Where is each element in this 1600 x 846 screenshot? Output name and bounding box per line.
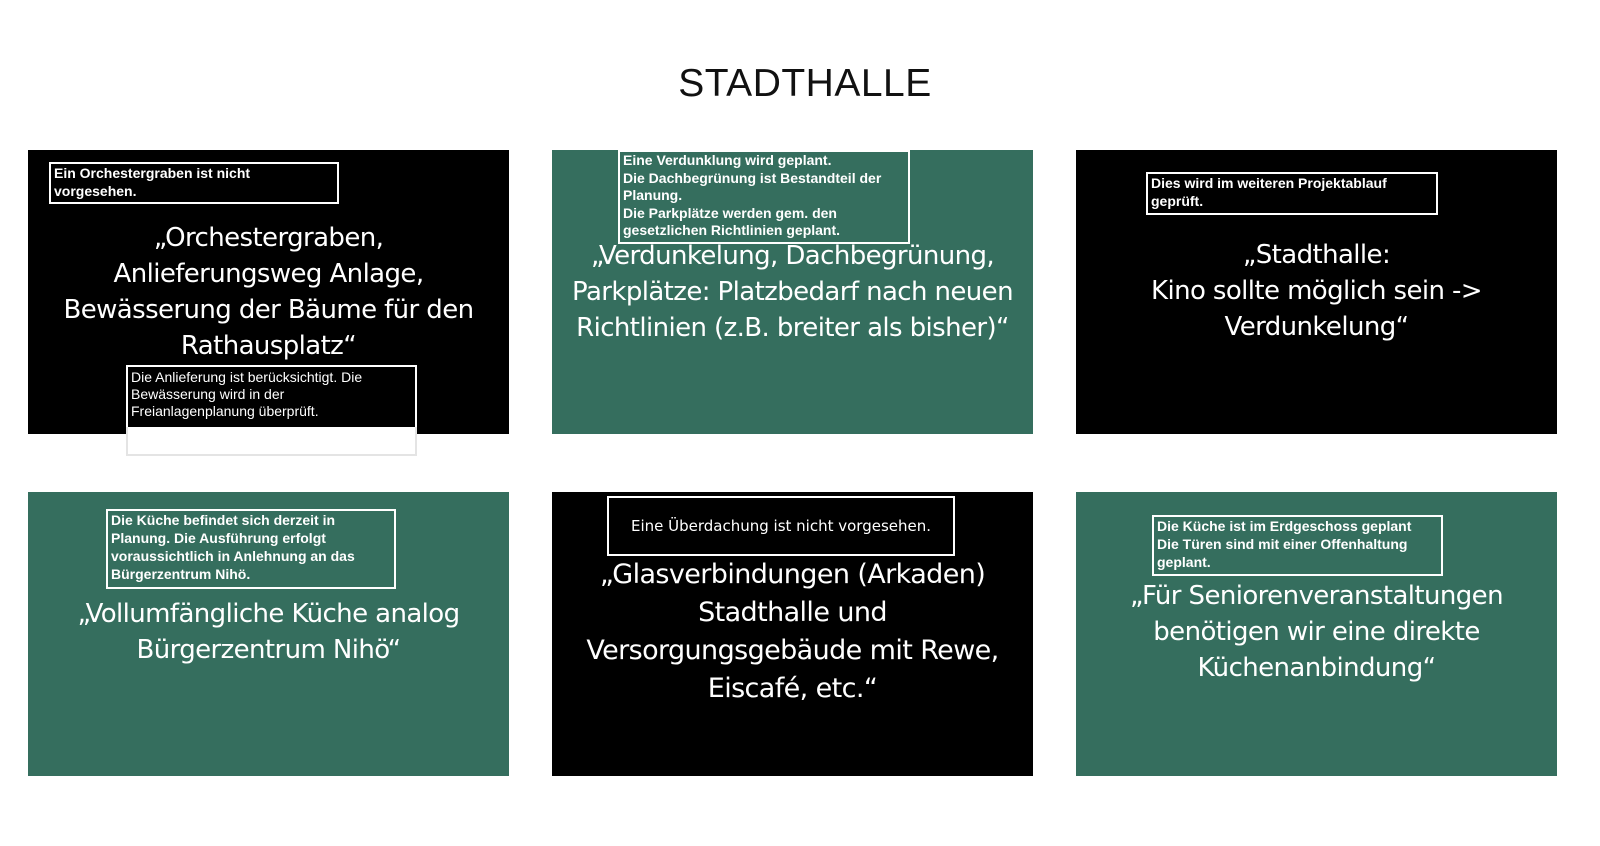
card-quote: „Für Seniorenveranstaltungen benötigen wir eine direkte Küchenanbindung“ — [1130, 581, 1503, 683]
statement-card-senioren — [1076, 492, 1557, 776]
statement-card-kueche — [28, 492, 509, 776]
statement-card-orchestergraben — [28, 150, 509, 434]
card-quote: „Vollumfängliche Küche analog Bürgerzentrum Nihö“ — [77, 599, 460, 665]
answer-note: Die Küche ist im Erdgeschoss geplant Die Türen sind mit einer Offenhaltung geplant. — [1152, 515, 1443, 576]
card-quote: „Stadthalle: Kino sollte möglich sein -> Verdunkelung“ — [1151, 240, 1482, 342]
statement-card-verdunkelung — [552, 150, 1033, 434]
answer-note: Dies wird im weiteren Projektablauf geprüft. — [1146, 172, 1438, 215]
card-quote: „Verdunkelung, Dachbegrünung, Parkplätze: Platzbedarf nach neuen Richtlinien (z.B. breiter als bisher)“ — [572, 241, 1013, 343]
answer-note: Ein Orchestergraben ist nicht vorgesehen. — [49, 162, 339, 204]
page-title: STADTHALLE — [678, 62, 932, 105]
card-quote: „Glasverbindungen (Arkaden) Stadthalle und Versorgungsgebäude mit Rewe, Eiscafé, etc.“ — [586, 559, 999, 704]
answer-note: Eine Überdachung ist nicht vorgesehen. — [607, 496, 955, 556]
statement-card-kino — [1076, 150, 1557, 434]
answer-note: Eine Verdunklung wird geplant. Die Dachbegrünung ist Bestandteil der Planung. Die Parkplätze werden gem. den gesetzlichen Richtlinien geplant. — [618, 150, 910, 244]
answer-note: Die Küche befindet sich derzeit in Planung. Die Ausführung erfolgt voraussichtlich in Anlehnung an das Bürgerzentrum Nihö. — [106, 509, 396, 589]
statement-card-glasverbindungen — [552, 492, 1033, 776]
answer-note: Die Anlieferung ist berücksichtigt. Die Bewässerung wird in der Freianlagenplanung überprüft. — [126, 365, 417, 427]
answer-note-overhang — [126, 427, 417, 456]
card-quote: „Orchestergraben, Anlieferungsweg Anlage, Bewässerung der Bäume für den Rathausplatz“ — [63, 223, 474, 361]
